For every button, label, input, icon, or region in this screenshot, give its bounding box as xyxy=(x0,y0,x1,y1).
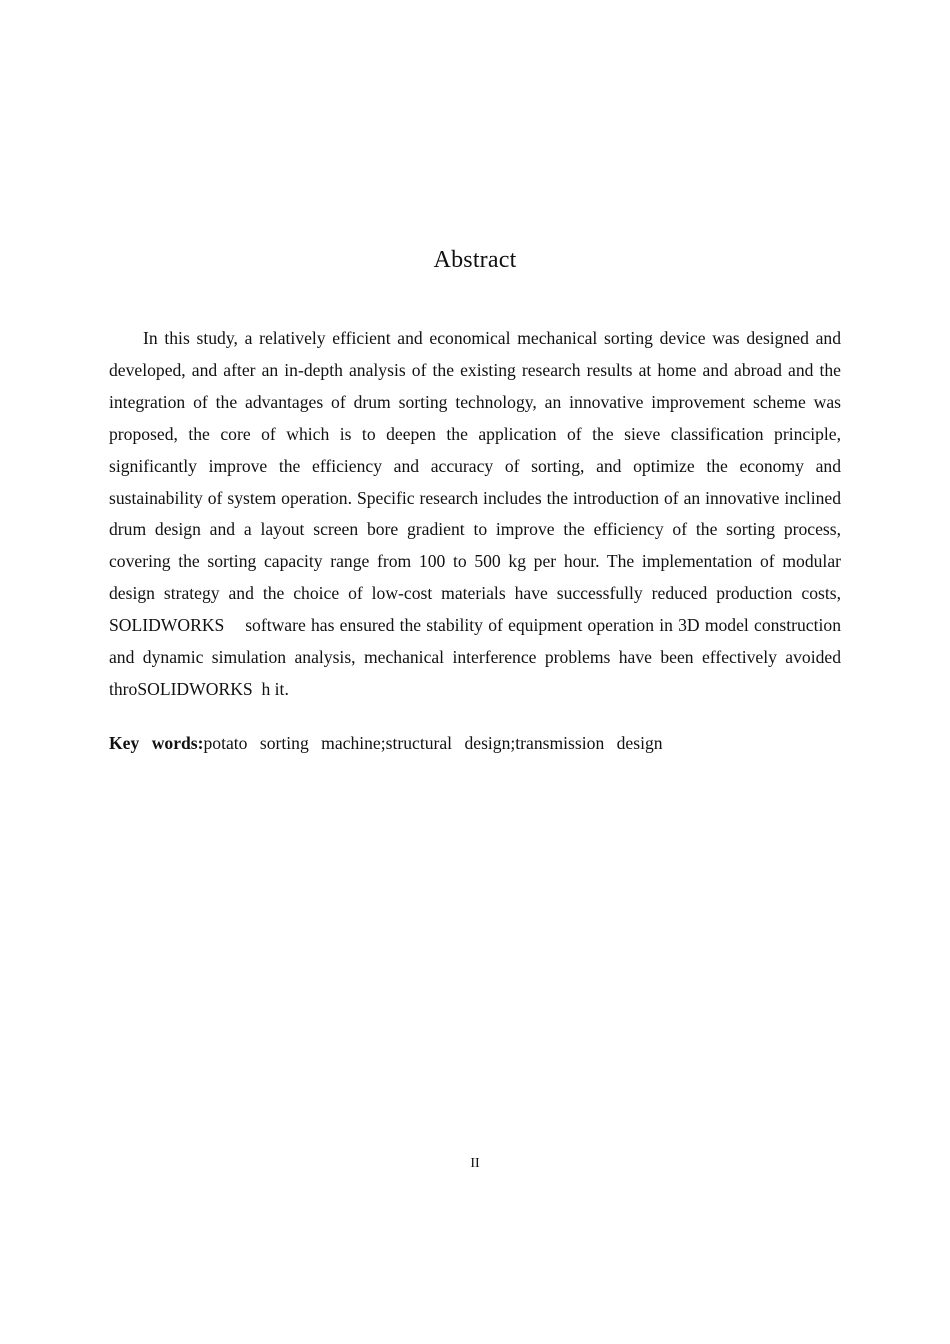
abstract-title: Abstract xyxy=(433,247,517,273)
page-number: II xyxy=(470,1156,480,1171)
keywords-line xyxy=(109,728,841,760)
keywords-text: potato sorting machine;structural design;transmission design xyxy=(203,733,663,753)
keywords-label: Key words: xyxy=(109,733,204,753)
abstract-body: In this study, a relatively efficient and economical mechanical sorting device was designed and developed, and after an in-depth analysis of the existing research results at home and abroad and the integration of the advantages of drum sorting technology, an innovative improvement scheme was proposed, the core of which is to deepen the application of the sieve classification principle, significantly improve the efficiency and accuracy of sorting, and optimize the economy and sustainability of system operation. Specific research includes the introduction of an innovative inclined drum design and a layout screen bore gradient to improve the efficiency of the sorting process, covering the sorting capacity range from 100 to 500 kg per hour. The implementation of modular design strategy and the choice of low-cost materials have successfully reduced production costs, SOLIDWORKS software has ensured the stability of equipment operation in 3D model construction and dynamic simulation analysis, mechanical interference problems have been effectively avoided throSOLIDWORKS h it. xyxy=(109,328,850,699)
